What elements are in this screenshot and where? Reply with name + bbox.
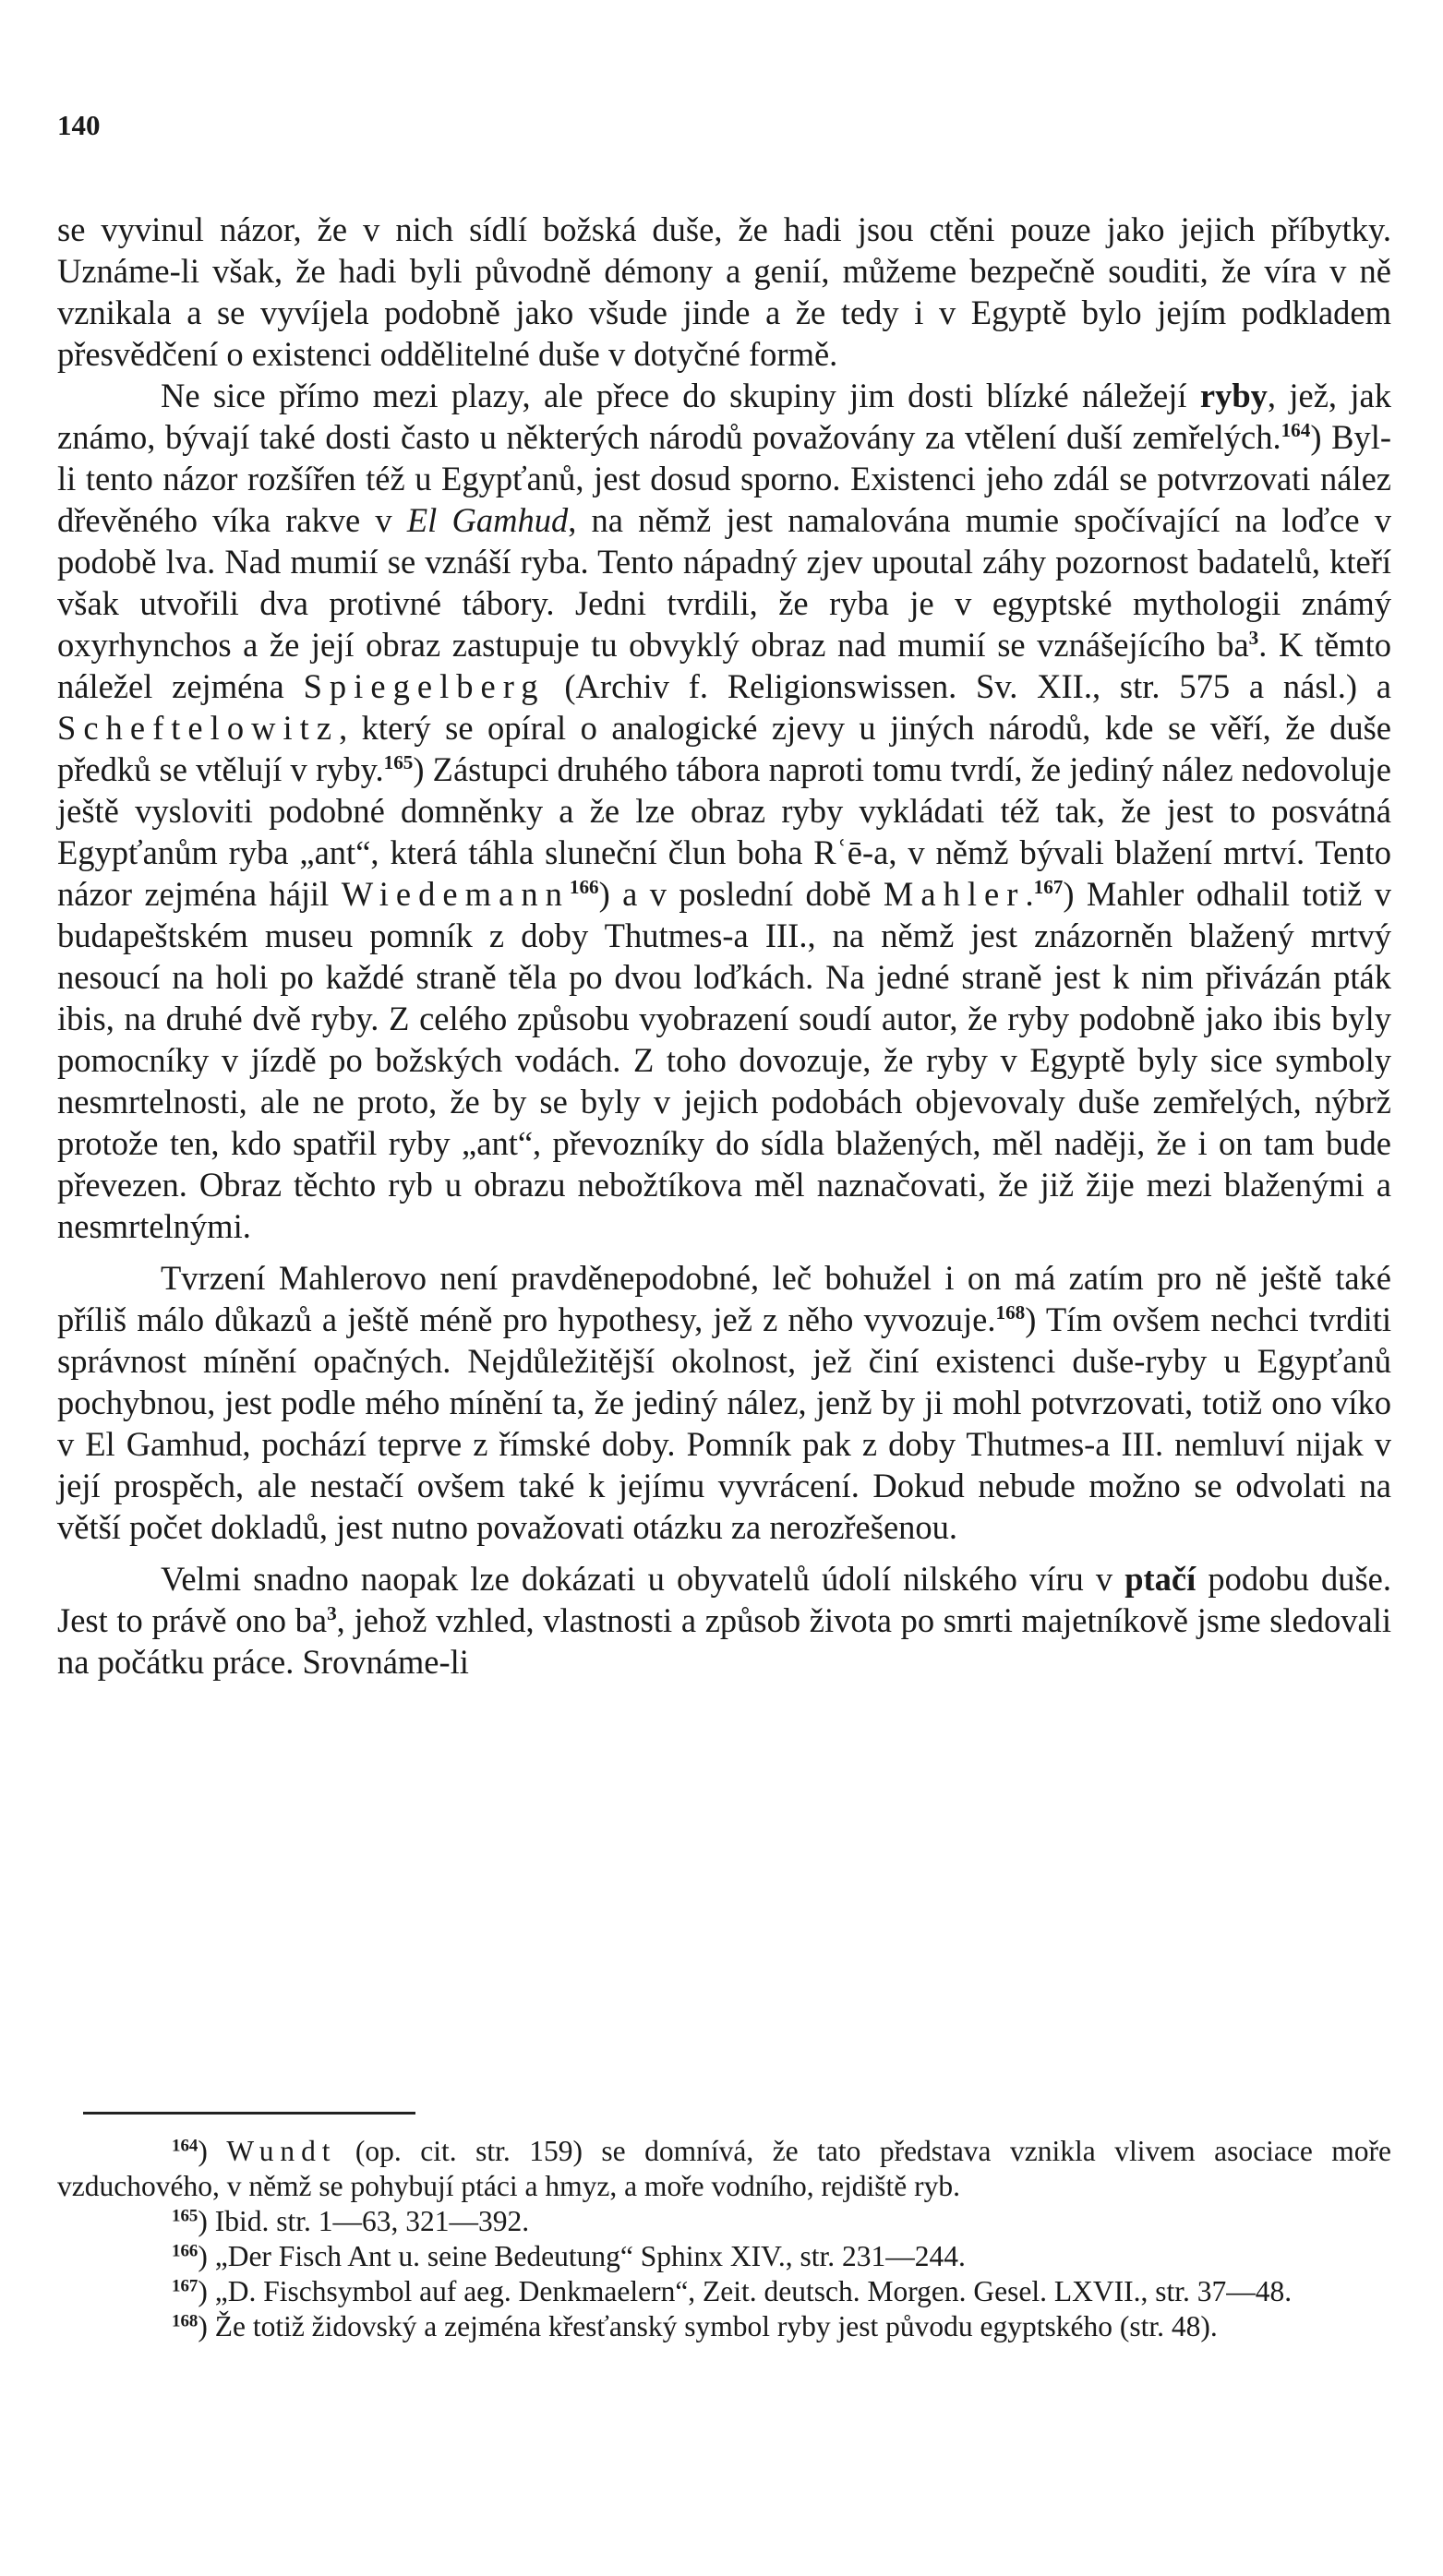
footnote-ref-165: 165 [383, 750, 414, 773]
footnote-168: $^{168}$) Že totiž židovský a zejména křesťanský symbol ryby jest původu egyptského (str. 48). [172, 2310, 1218, 2342]
author-spiegelberg: Spiegelberg [303, 667, 546, 705]
footnote-ref-167: 167 [1033, 875, 1064, 898]
paragraph-2: Ne sice přímo mezi plazy, ale přece do skupiny jim dosti blízké náležejí ryby, jež, jak známo, bývají také dosti často u některých národů považovány za vtělení duší zemřelých.$^{164}$) Byl-li tento názor rozšířen též u Egypťanů, jest dosud sporno. Existenci jeho zdál se potvrzovati nález dřevěného víka rakve v El Gamhud, na němž jest namalována mumie spočívající na loďce v podobě lva. Nad mumií se vznáší ryba. Tento nápadný zjev upoutal záhy pozornost badatelů, kteří však utvořili dva protivné tábory. Jedni tvrdili, že ryba je v egyptské mythologii známý oxyrhynchos a že její obraz zastupuje tu obvyklý obraz nad mumií se vznášejícího $ba^3$. K těmto náležel zejména Spiegelberg (Archiv f. Religionswissen. Sv. XII., str. 575 a násl.) a Scheftelowitz, který se opíral o analogické zjevy u jiných národů, kde se věří, že duše předků se vtělují v ryby.$^{165}$) Zástupci druhého tábora naproti tomu tvrdí, že jediný nález nedovoluje ještě vysloviti podobné domněnky a že lze obraz ryby vykládati též tak, že jest to posvátná Egypťanům ryba „ant“, která táhla sluneční člun boha Rʿē-a, v němž bývali blažení mrtví. Tento názor zejména hájil Wiedemann$^{166}$) a v poslední době Mahler.$^{167}$) Mahler odhalil totiž v budapeštském museu pomník z doby Thutmes-a III., na němž jest znázorněn blažený mrtvý nesoucí na holi po každé straně těla po dvou loďkách. Na jedné straně jest k nim přivázán pták ibis, na druhé dvě ryby. Z celého způsobu vyobrazení soudí autor, že ryby podobně jako ibis byly pomocníky v jízdě po božských vodách. Z toho dovozuje, že ryby v Egyptě byly sice symboly nesmrtelnosti, ale ne proto, že by se byly v jejich podobách objevovaly duše zemřelých, nýbrž protože ten, kdo spatřil ryby „ant“, převozníky do sídla blažených, měl naději, že i on tam bude převezen. Obraz těchto ryb u obrazu nebožtíkova měl naznačovati, že již žije mezi blaženými a nesmrtelnými. [57, 377, 1392, 1245]
footnote-ref-166: 166 [569, 875, 599, 898]
footnote-166: $^{166}$) „Der Fisch Ant u. seine Bedeutung“ Sphinx XIV., str. 231—244. [172, 2240, 966, 2272]
author-scheftelowitz: Scheftelowitz [57, 709, 340, 747]
footnote-ref-164: 164 [1281, 418, 1311, 441]
footnote-165: $^{165}$) Ibid. str. 1—63, 321—392. [172, 2205, 530, 2237]
footnotes [57, 2134, 1391, 2344]
footnote-167: $^{167}$) „D. Fischsymbol auf aeg. Denkmaelern“, Zeit. deutsch. Morgen. Gesel. LXVII., str. 37—48. [172, 2275, 1293, 2307]
author-wundt: Wundt [226, 2135, 337, 2167]
footnote-divider [83, 2112, 415, 2115]
author-mahler: Mahler [883, 875, 1026, 913]
page-number: 140 [57, 109, 101, 141]
paragraph-3: Tvrzení Mahlerovo není pravděnepodobné, leč bohužel i on má zatím pro ně ještě také příliš málo důkazů a ještě méně pro hypothesy, jež z něho vyvozuje.$^{168}$) Tím ovšem nechci tvrditi správnost mínění opačných. Nejdůležitější okolnost, jež činí existenci duše-ryby u Egypťanů pochybnou, jest podle mého mínění ta, že jediný nález, jenž by ji mohl potvrzovati, totiž ono víko v El Gamhud, pochází teprve z římské doby. Pomník pak z doby Thutmes-a III. nemluví nijak v její prospěch, ale nestačí ovšem také k jejímu vyvrácení. Dokud nebude možno se odvolati na větší počet dokladů, jest nutno považovati otázku za nerozřešenou. [57, 1259, 1391, 1546]
footnote-ref-168: 168 [995, 1300, 1026, 1324]
paragraph-1: se vyvinul názor, že v nich sídlí božská duše, že hadi jsou ctěni pouze jako jejich příbytky. Uznáme-li však, že hadi byli původně démony a genií, můžeme bezpečně souditi, že víra v ně vznikala a se vyvíjela podobně jako všude jinde a že tedy i v Egyptě bylo jejím podkladem přesvědčení o existenci oddělitelné duše v dotyčné formě. [57, 210, 1391, 373]
paragraph-4: Velmi snadno naopak lze dokázati u obyvatelů údolí nilského víru v ptačí podobu duše. Jest to právě ono $ba^3$, jehož vzhled, vlastnosti a způsob života po smrti majetníkově jsme sledovali na počátku práce. Srovnáme-li [57, 1560, 1391, 1681]
author-wiedemann: Wiedemann [341, 875, 570, 913]
main-text [57, 209, 1391, 1683]
footnote-164: $^{164}$) Wundt (op. cit. str. 159) se domnívá, že tato představa vznikla vlivem asociace moře vzduchového, v němž se pohybují ptáci a hmyz, a moře vodního, rejdiště ryb. [57, 2135, 1392, 2202]
